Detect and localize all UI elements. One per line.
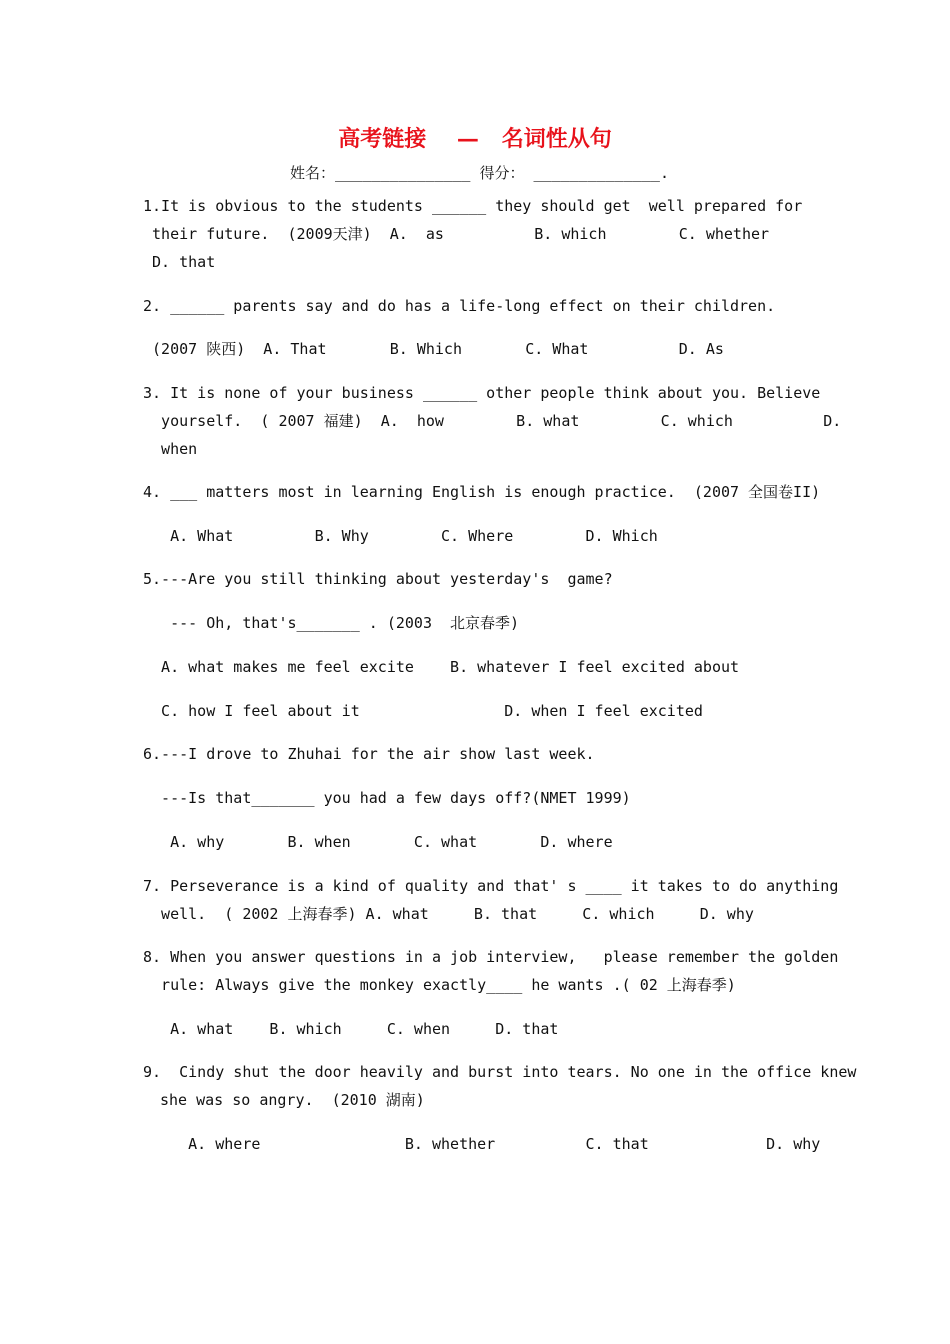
question-line: yourself. ( 2007 福建) A. how B. what C. which D. xyxy=(143,412,842,430)
question-line: 1.It is obvious to the students ______ they should get well prepared for xyxy=(143,197,803,215)
question-line: 7. Perseverance is a kind of quality and that' s ____ it takes to do anything xyxy=(143,877,839,895)
question-line: their future. (2009天津) A. as B. which C. whether xyxy=(143,225,770,243)
question-line: 9. Cindy shut the door heavily and burst into tears. No one in the office knew xyxy=(143,1063,857,1081)
question-line: ---Is that_______ you had a few days off?(NMET 1999) xyxy=(143,789,631,807)
question-line: D. that xyxy=(143,253,216,271)
question-line: 5.---Are you still thinking about yesterday's game? xyxy=(143,570,613,588)
question-line: when xyxy=(143,440,198,458)
question-line: 4. ___ matters most in learning English is enough practice. (2007 全国卷II) xyxy=(143,483,821,501)
question-line: rule: Always give the monkey exactly____ he wants .( 02 上海春季) xyxy=(143,976,736,994)
question-line: 8. When you answer questions in a job interview, please remember the golden xyxy=(143,948,839,966)
question-line: 6.---I drove to Zhuhai for the air show last week. xyxy=(143,745,595,763)
question-line: --- Oh, that's_______ . (2003 北京春季) xyxy=(143,614,520,632)
question-line: 3. It is none of your business ______ other people think about you. Believe xyxy=(143,384,821,402)
question-line: she was so angry. (2010 湖南) xyxy=(160,1091,425,1109)
question-line: A. what B. which C. when D. that xyxy=(143,1020,559,1038)
name-score-line: 姓名：_______________ 得分： ______________. xyxy=(290,164,669,182)
page-title: 高考链接 — 名词性从句 xyxy=(338,126,612,152)
question-line: 2. ______ parents say and do has a life-long effect on their children. xyxy=(143,297,776,315)
question-line: A. what makes me feel excite B. whatever I feel excited about xyxy=(143,658,740,676)
question-line: A. where B. whether C. that D. why xyxy=(143,1135,821,1153)
question-line: A. What B. Why C. Where D. Which xyxy=(143,527,658,545)
question-line: (2007 陕西) A. That B. Which C. What D. As xyxy=(143,340,724,358)
question-line: C. how I feel about it D. when I feel excited xyxy=(143,702,703,720)
question-line: well. ( 2002 上海春季) A. what B. that C. which D. why xyxy=(143,905,754,923)
question-line: A. why B. when C. what D. where xyxy=(143,833,613,851)
